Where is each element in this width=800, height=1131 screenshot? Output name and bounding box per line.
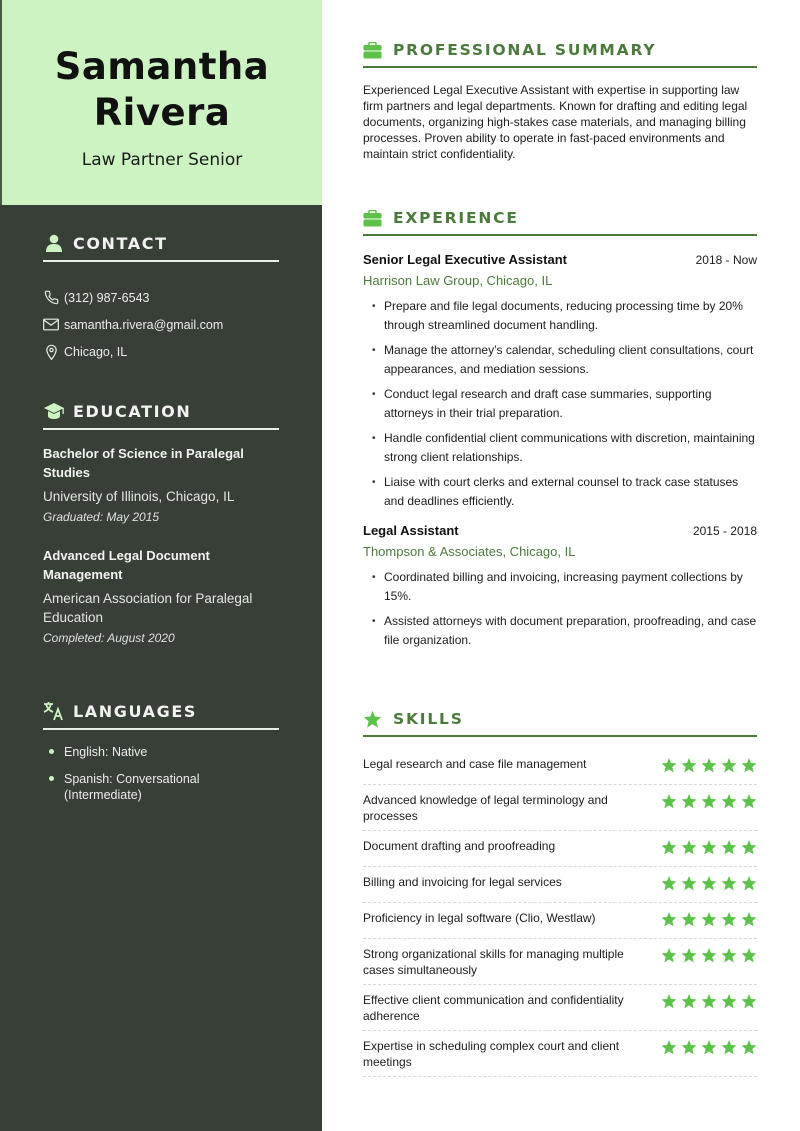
- graduation-cap-icon: [43, 401, 65, 421]
- star-icon: [701, 993, 717, 1014]
- job-bullets: [363, 297, 757, 511]
- skill-row: [363, 1031, 757, 1077]
- skill-rating: [661, 993, 757, 1014]
- skill-row: [363, 903, 757, 939]
- star-icon: [661, 757, 677, 778]
- edu-date: Completed: August 2020: [43, 631, 175, 645]
- skill-name: Expertise in scheduling complex court and client meetings: [363, 1039, 620, 1069]
- contact-section: [43, 232, 279, 365]
- star-icon: [721, 839, 737, 860]
- skills-heading: [363, 709, 757, 737]
- experience-section: [363, 208, 757, 656]
- star-icon: [661, 1039, 677, 1060]
- edu-degree: Bachelor of Science in Paralegal Studies: [43, 446, 244, 480]
- summary-section: [363, 40, 757, 162]
- star-icon: [661, 793, 677, 814]
- star-icon: [741, 1039, 757, 1060]
- contact-heading-label: CONTACT: [73, 233, 168, 253]
- star-icon: [681, 993, 697, 1014]
- education-entry: [43, 546, 279, 645]
- star-icon: [681, 875, 697, 896]
- skill-row: [363, 785, 757, 831]
- skill-name: Effective client communication and confidentiality adherence: [363, 993, 624, 1023]
- skill-row: [363, 939, 757, 985]
- contact-phone[interactable]: [43, 284, 279, 311]
- star-icon: [681, 947, 697, 968]
- star-icon: [721, 1039, 737, 1060]
- languages-section: [43, 700, 279, 814]
- contact-heading: [43, 232, 279, 262]
- education-section: [43, 400, 279, 645]
- candidate-name: [2, 0, 322, 136]
- job-bullet: • Liaise with court clerks and external counsel to track case statuses and deadlines efficiently.: [363, 473, 757, 511]
- first-name: Samantha: [54, 45, 270, 88]
- summary-text: Experienced Legal Executive Assistant with expertise in supporting law firm partners and legal departments. Known for drafting and editing legal documents, organizing high-stakes case materials, and managing billing processes. Proven ability to operate in fast-paced environments and maintain strict confidentiality.: [363, 83, 748, 161]
- job-entry: [363, 252, 757, 511]
- skill-name: Advanced knowledge of legal terminology and processes: [363, 793, 608, 823]
- skills-heading-label: SKILLS: [393, 710, 464, 728]
- star-icon: [741, 875, 757, 896]
- contact-list: [43, 284, 279, 365]
- star-icon: [363, 710, 383, 728]
- skill-rating: [661, 757, 757, 778]
- skill-row: [363, 985, 757, 1031]
- job-bullet: • Assisted attorneys with document preparation, proofreading, and case file organization.: [363, 612, 757, 650]
- star-icon: [721, 793, 737, 814]
- star-icon: [721, 911, 737, 932]
- skill-name: Document drafting and proofreading: [363, 839, 556, 853]
- skill-rating: [661, 875, 757, 896]
- job-title: Law Partner Senior: [81, 150, 243, 170]
- last-name: Rivera: [93, 91, 231, 134]
- skill-name: Billing and invoicing for legal services: [363, 875, 562, 889]
- skill-row: [363, 831, 757, 867]
- star-icon: [681, 793, 697, 814]
- star-icon: [661, 875, 677, 896]
- education-heading: [43, 400, 279, 430]
- job-entry: [363, 523, 757, 650]
- star-icon: [701, 1039, 717, 1060]
- star-icon: [701, 793, 717, 814]
- skill-rating: [661, 911, 757, 932]
- job-bullet: • Handle confidential client communications with discretion, maintaining strong client relationships.: [363, 429, 757, 467]
- star-icon: [741, 757, 757, 778]
- star-icon: [661, 947, 677, 968]
- summary-heading: [363, 40, 757, 68]
- experience-heading: [363, 208, 757, 236]
- star-icon: [701, 947, 717, 968]
- star-icon: [741, 839, 757, 860]
- job-bullet: • Conduct legal research and draft case summaries, supporting attorneys in their trial preparation.: [363, 385, 757, 423]
- education-heading-label: EDUCATION: [73, 401, 192, 421]
- edu-school: University of Illinois, Chicago, IL: [43, 489, 235, 504]
- star-icon: [701, 839, 717, 860]
- briefcase-icon: [363, 41, 383, 59]
- star-icon: [681, 911, 697, 932]
- star-icon: [701, 911, 717, 932]
- star-icon: [681, 1039, 697, 1060]
- star-icon: [661, 911, 677, 932]
- languages-heading-label: LANGUAGES: [73, 701, 197, 721]
- skill-name: Strong organizational skills for managing multiple cases simultaneously: [363, 947, 624, 977]
- language-item: Spanish: Conversational (Intermediate): [43, 771, 279, 803]
- star-icon: [661, 993, 677, 1014]
- job-dates: 2018 - Now: [695, 253, 757, 267]
- email-value: samantha.rivera@gmail.com: [64, 317, 224, 332]
- phone-icon: [43, 290, 59, 306]
- briefcase-icon: [363, 209, 383, 227]
- edu-school: American Association for Paralegal Education: [43, 591, 253, 625]
- skill-rating: [661, 947, 757, 968]
- experience-heading-label: EXPERIENCE: [393, 209, 519, 227]
- skill-rating: [661, 1039, 757, 1060]
- translate-icon: [43, 701, 65, 721]
- languages-heading: [43, 700, 279, 730]
- phone-value: (312) 987-6543: [64, 290, 150, 305]
- skill-rating: [661, 793, 757, 814]
- location-value: Chicago, IL: [64, 344, 128, 359]
- skill-rating: [661, 839, 757, 860]
- job-role: Legal Assistant: [363, 523, 459, 538]
- contact-email[interactable]: [43, 311, 279, 338]
- star-icon: [681, 757, 697, 778]
- edu-date: Graduated: May 2015: [43, 510, 160, 524]
- job-company: Harrison Law Group, Chicago, IL: [363, 273, 553, 288]
- skill-name: Proficiency in legal software (Clio, Westlaw): [363, 911, 596, 925]
- skill-row: [363, 867, 757, 903]
- edu-degree: Advanced Legal Document Management: [43, 548, 210, 582]
- star-icon: [661, 839, 677, 860]
- name-header: [0, 0, 322, 205]
- star-icon: [741, 947, 757, 968]
- contact-location: [43, 338, 279, 365]
- user-icon: [43, 233, 65, 253]
- skill-name: Legal research and case file management: [363, 757, 587, 771]
- job-dates: 2015 - 2018: [692, 524, 757, 538]
- skills-section: [363, 709, 757, 1077]
- location-pin-icon: [43, 344, 59, 360]
- summary-heading-label: PROFESSIONAL SUMMARY: [393, 41, 657, 59]
- language-item: English: Native: [43, 744, 279, 760]
- star-icon: [681, 839, 697, 860]
- job-bullet: • Manage the attorney’s calendar, scheduling client consultations, court appearances, and mediation sessions.: [363, 341, 757, 379]
- star-icon: [721, 757, 737, 778]
- star-icon: [741, 793, 757, 814]
- skills-list: [363, 749, 757, 1077]
- job-bullet: • Prepare and file legal documents, reducing processing time by 20% through streamlined document handling.: [363, 297, 757, 335]
- mail-icon: [43, 317, 59, 333]
- star-icon: [721, 993, 737, 1014]
- star-icon: [701, 875, 717, 896]
- job-company: Thompson & Associates, Chicago, IL: [363, 544, 576, 559]
- job-bullet: • Coordinated billing and invoicing, increasing payment collections by 15%.: [363, 568, 757, 606]
- languages-list: [43, 744, 279, 803]
- star-icon: [701, 757, 717, 778]
- education-entry: [43, 444, 279, 524]
- star-icon: [721, 875, 737, 896]
- job-role: Senior Legal Executive Assistant: [363, 252, 567, 267]
- star-icon: [741, 993, 757, 1014]
- skill-row: [363, 749, 757, 785]
- star-icon: [741, 911, 757, 932]
- job-bullets: [363, 568, 757, 650]
- star-icon: [721, 947, 737, 968]
